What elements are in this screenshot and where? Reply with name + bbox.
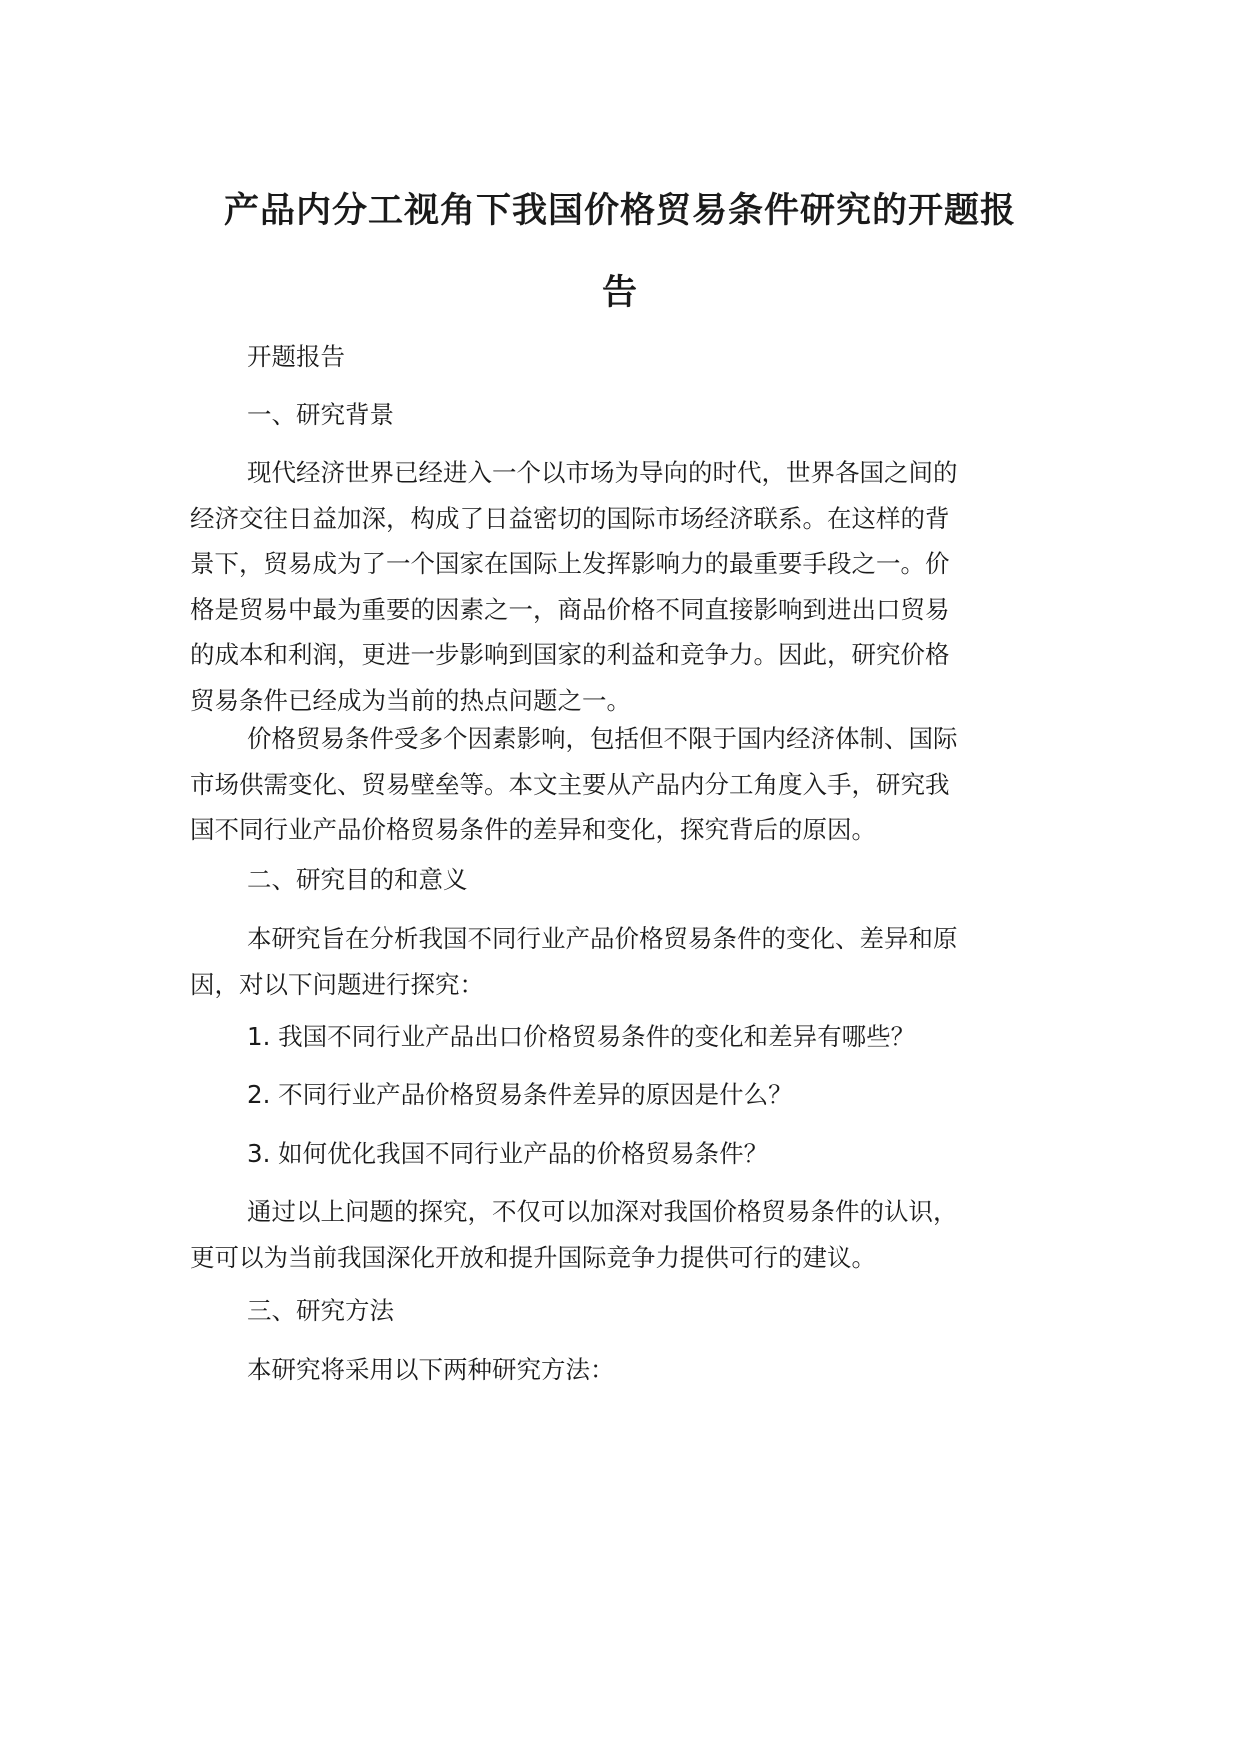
section-heading-method: 三、研究方法 <box>247 1296 394 1325</box>
question-item-3: 3. 如何优化我国不同行业产品的价格贸易条件？ <box>247 1139 769 1168</box>
paragraph-line: 国不同行业产品价格贸易条件的差异和变化，探究背后的原因。 <box>190 815 876 844</box>
paragraph-line: 现代经济世界已经进入一个以市场为导向的时代，世界各国之间的 <box>247 458 958 487</box>
paragraph-line: 格是贸易中最为重要的因素之一，商品价格不同直接影响到进出口贸易 <box>190 594 950 624</box>
paragraph-background-1 <box>190 450 1035 723</box>
title-line-1: 产品内分工视角下我国价格贸易条件研究的开题报 <box>223 191 1016 231</box>
paragraph-method: 本研究将采用以下两种研究方法： <box>247 1355 615 1384</box>
paragraph-line: 的成本和利润，更进一步影响到国家的利益和竞争力。因此，研究价格 <box>190 640 950 669</box>
title-line-2: 告 <box>601 273 638 313</box>
question-item-1: 1. 我国不同行业产品出口价格贸易条件的变化和差异有哪些？ <box>247 1022 916 1051</box>
section-heading-purpose: 二、研究目的和意义 <box>247 865 468 894</box>
document-title <box>190 170 1050 334</box>
paragraph-background-2 <box>190 716 1035 853</box>
paragraph-line: 因，对以下问题进行探究： <box>190 969 484 999</box>
question-item-2: 2. 不同行业产品价格贸易条件差异的原因是什么？ <box>247 1080 793 1109</box>
paragraph-line: 贸易条件已经成为当前的热点问题之一。 <box>190 685 631 715</box>
paragraph-purpose <box>190 916 1035 1007</box>
paragraph-line: 价格贸易条件受多个因素影响，包括但不限于国内经济体制、国际 <box>247 724 958 753</box>
paragraph-line: 市场供需变化、贸易壁垒等。本文主要从产品内分工角度入手，研究我 <box>190 769 950 799</box>
paragraph-line: 景下，贸易成为了一个国家在国际上发挥影响力的最重要手段之一。价 <box>190 549 950 578</box>
section-heading-background: 一、研究背景 <box>247 400 394 429</box>
paragraph-line: 本研究旨在分析我国不同行业产品价格贸易条件的变化、差异和原 <box>247 924 958 953</box>
paragraph-line: 通过以上问题的探究，不仅可以加深对我国价格贸易条件的认识， <box>247 1197 958 1226</box>
report-heading: 开题报告 <box>247 342 345 371</box>
paragraph-significance <box>190 1189 1035 1280</box>
paragraph-line: 更可以为当前我国深化开放和提升国际竞争力提供可行的建议。 <box>190 1242 876 1272</box>
paragraph-line: 经济交往日益加深，构成了日益密切的国际市场经济联系。在这样的背 <box>190 503 950 533</box>
